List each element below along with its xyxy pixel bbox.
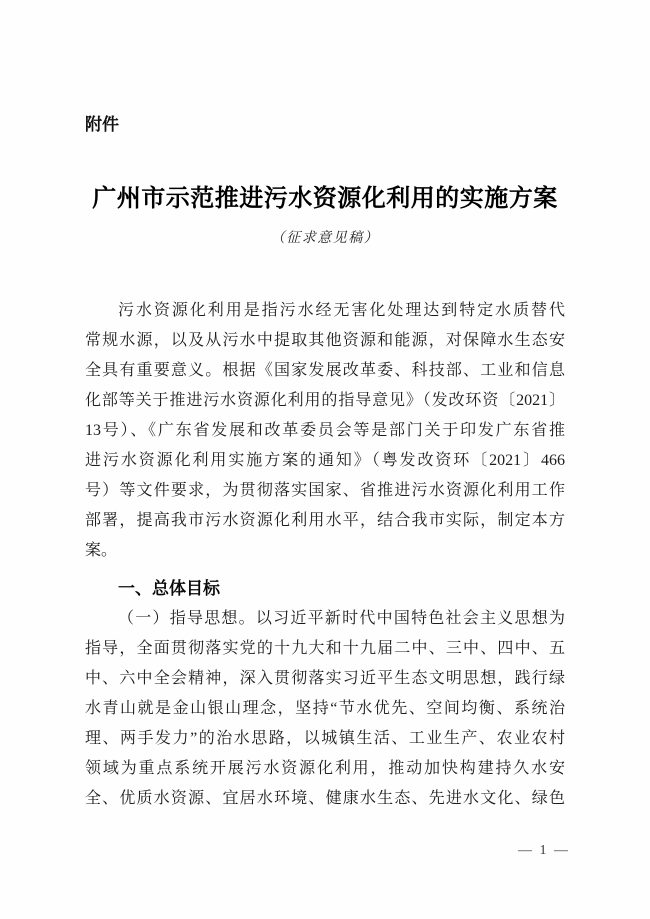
section-heading: 一、总体目标 — [118, 579, 220, 598]
paragraph-line: 化部等关于推进污水资源化利用的指导意见》（发改环资〔2021〕 — [85, 392, 565, 409]
document-subtitle: （征求意见稿） — [270, 231, 380, 246]
paragraph-line: 案。 — [85, 542, 118, 559]
paragraph-line: 号）等文件要求，为贯彻落实国家、省推进污水资源化利用工作 — [85, 482, 565, 499]
paragraph-line: 污水资源化利用是指污水经无害化处理达到特定水质替代 — [118, 302, 565, 319]
paragraph-line: 领域为重点系统开展污水资源化利用，推动加快构建持久水安 — [85, 760, 565, 777]
paragraph-line: 全、优质水资源、宜居水环境、健康水生态、先进水文化、绿色 — [85, 790, 565, 807]
document-title: 广州市示范推进污水资源化利用的实施方案 — [92, 186, 558, 212]
paragraph-line: 中、六中全会精神，深入贯彻落实习近平生态文明思想，践行绿 — [85, 670, 565, 687]
paragraph-line: 理、两手发力”的治水思路，以城镇生活、工业生产、农业农村 — [85, 730, 565, 747]
paragraph-line: 部署，提高我市污水资源化利用水平，结合我市实际，制定本方 — [85, 512, 565, 529]
paragraph-line: 全具有重要意义。根据《国家发展改革委、科技部、工业和信息 — [85, 362, 565, 379]
paragraph-line: （一）指导思想。以习近平新时代中国特色社会主义思想为 — [118, 610, 565, 627]
paragraph-line: 进污水资源化利用实施方案的通知》（粤发改资环〔2021〕466 — [85, 452, 565, 469]
paragraph-line: 指导，全面贯彻落实党的十九大和十九届二中、三中、四中、五 — [85, 640, 565, 657]
attachment-label: 附件 — [85, 115, 119, 134]
document-body — [85, 296, 565, 814]
paragraph-line: 常规水源，以及从污水中提取其他资源和能源，对保障水生态安 — [85, 332, 565, 349]
page-number: — 1 — — [518, 843, 570, 858]
paragraph-line: 水青山就是金山银山理念，坚持“节水优先、空间均衡、系统治 — [85, 700, 565, 717]
paragraph-line: 13号）、《广东省发展和改革委员会等是部门关于印发广东省推 — [85, 422, 565, 439]
